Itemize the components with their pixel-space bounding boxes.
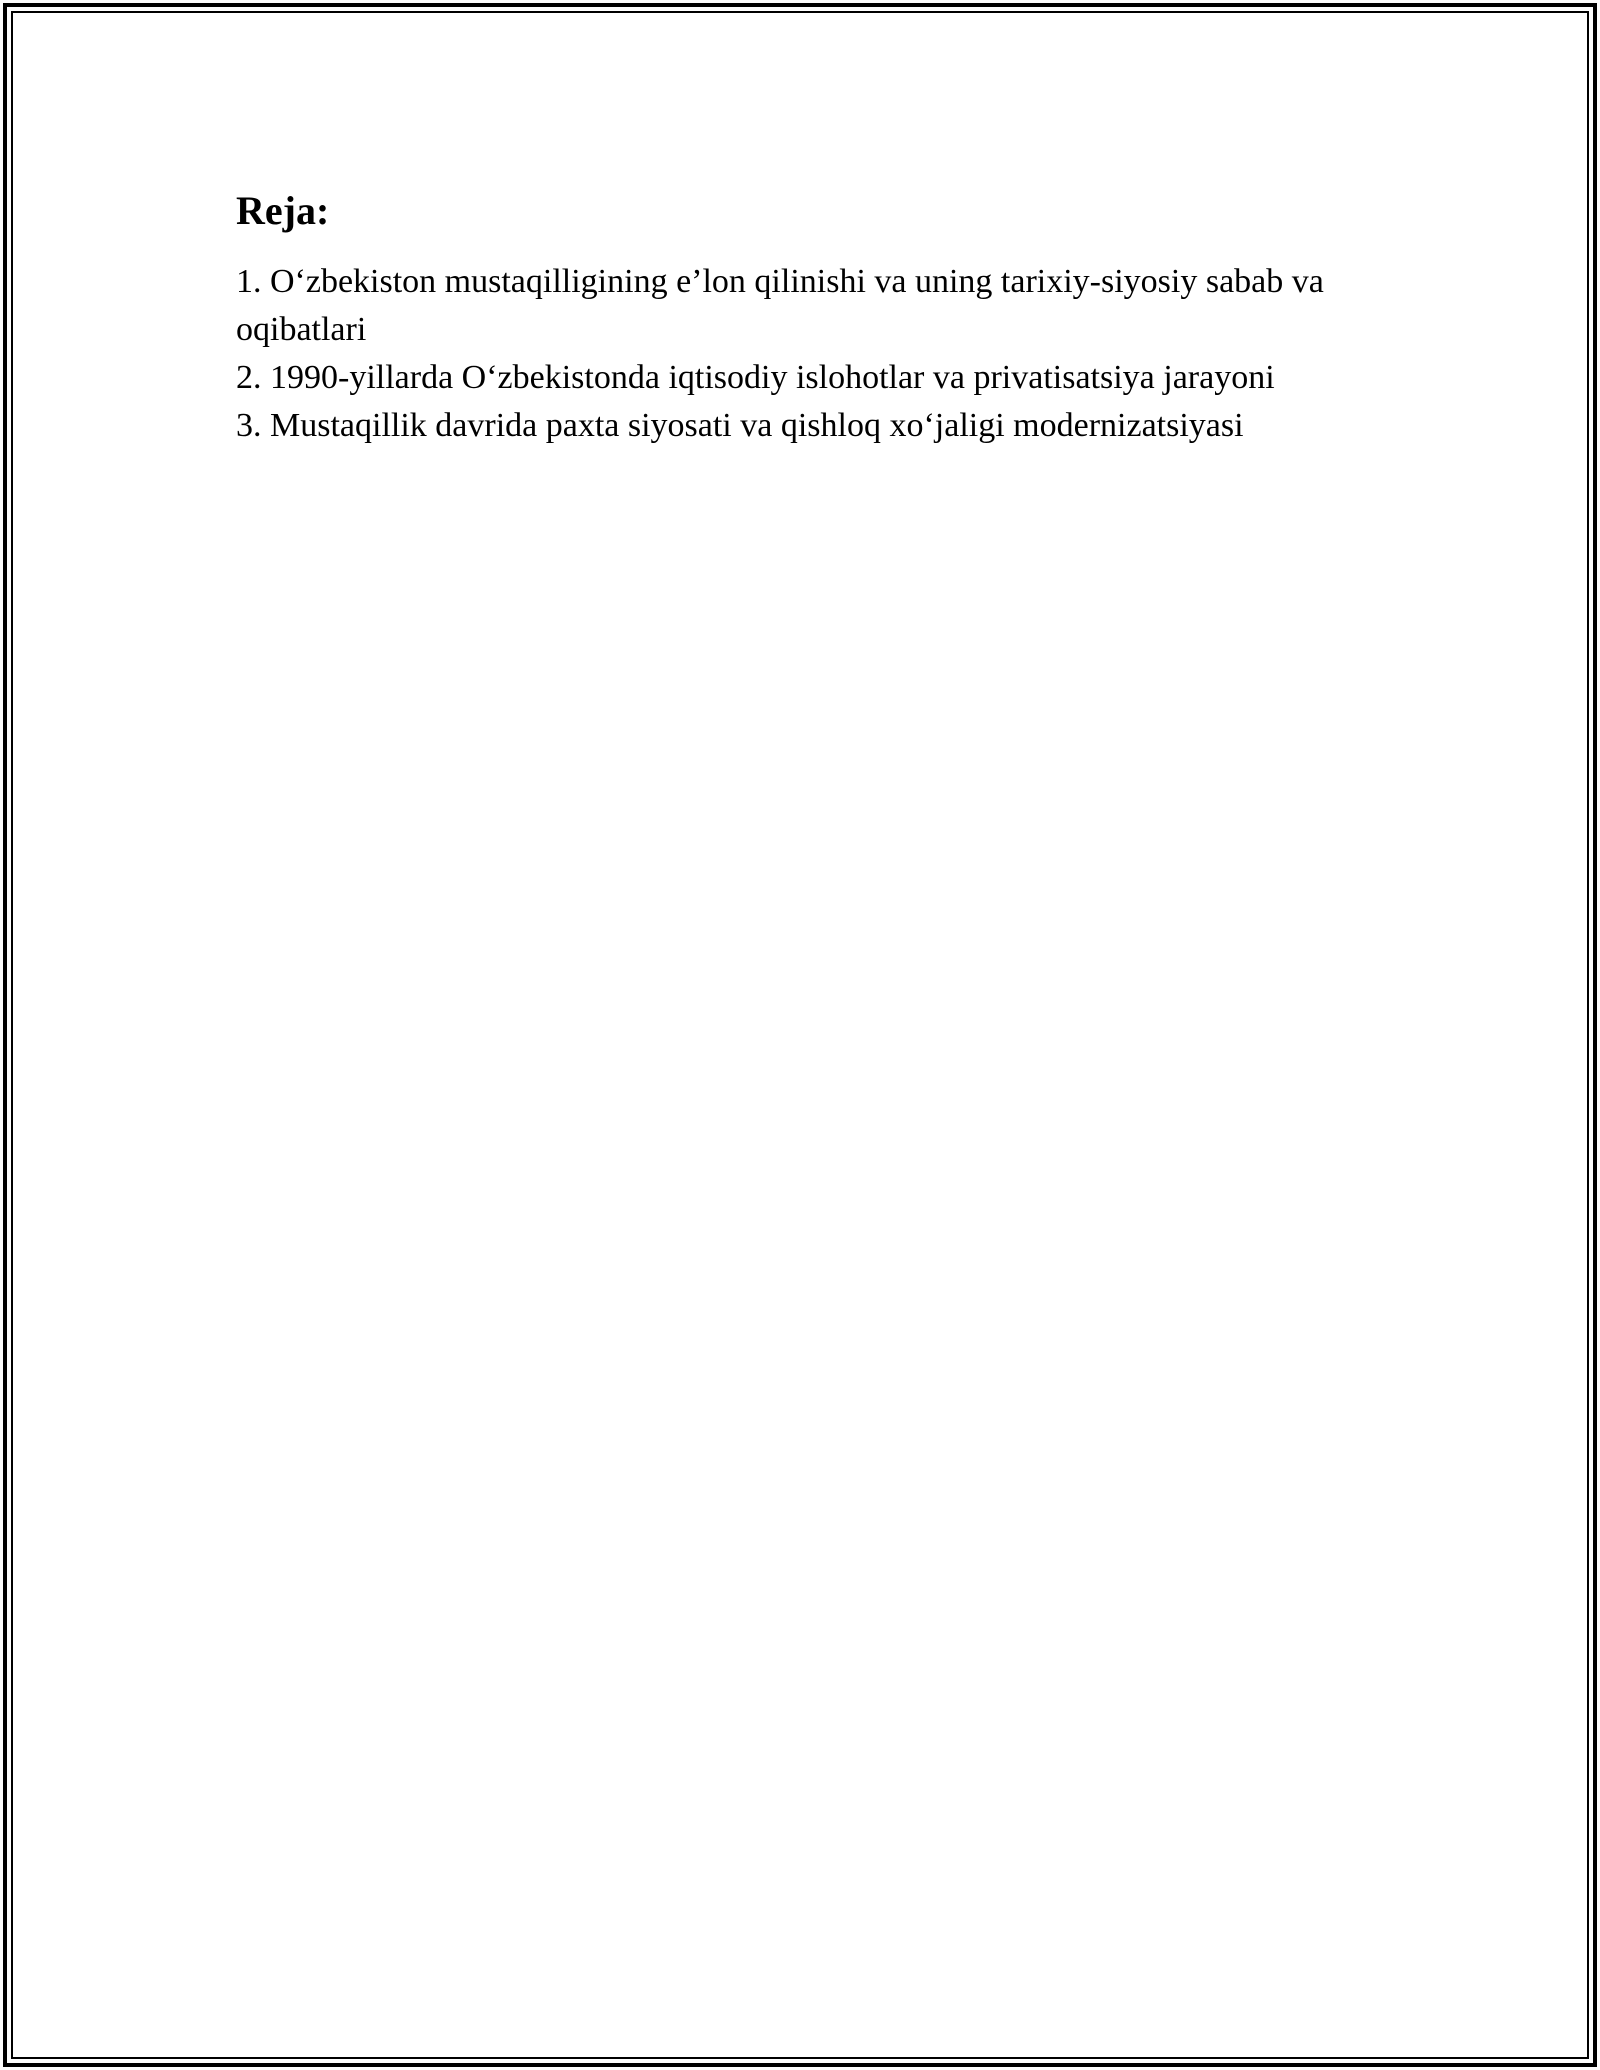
plan-list — [236, 258, 1376, 450]
document-body — [236, 186, 1376, 450]
plan-item-2: 2. 1990-yillarda O‘zbekistonda iqtisodiy islohotlar va privatisatsiya jarayoni — [236, 359, 1275, 396]
plan-item-1: 1. O‘zbekiston mustaqilligining e’lon qilinishi va uning tarixiy-siyosiy sabab va oqibatlari — [236, 263, 1324, 348]
plan-item-3: 3. Mustaqillik davrida paxta siyosati va qishloq xo‘jaligi modernizatsiyasi — [236, 407, 1244, 444]
plan-heading: Reja: — [236, 188, 330, 233]
